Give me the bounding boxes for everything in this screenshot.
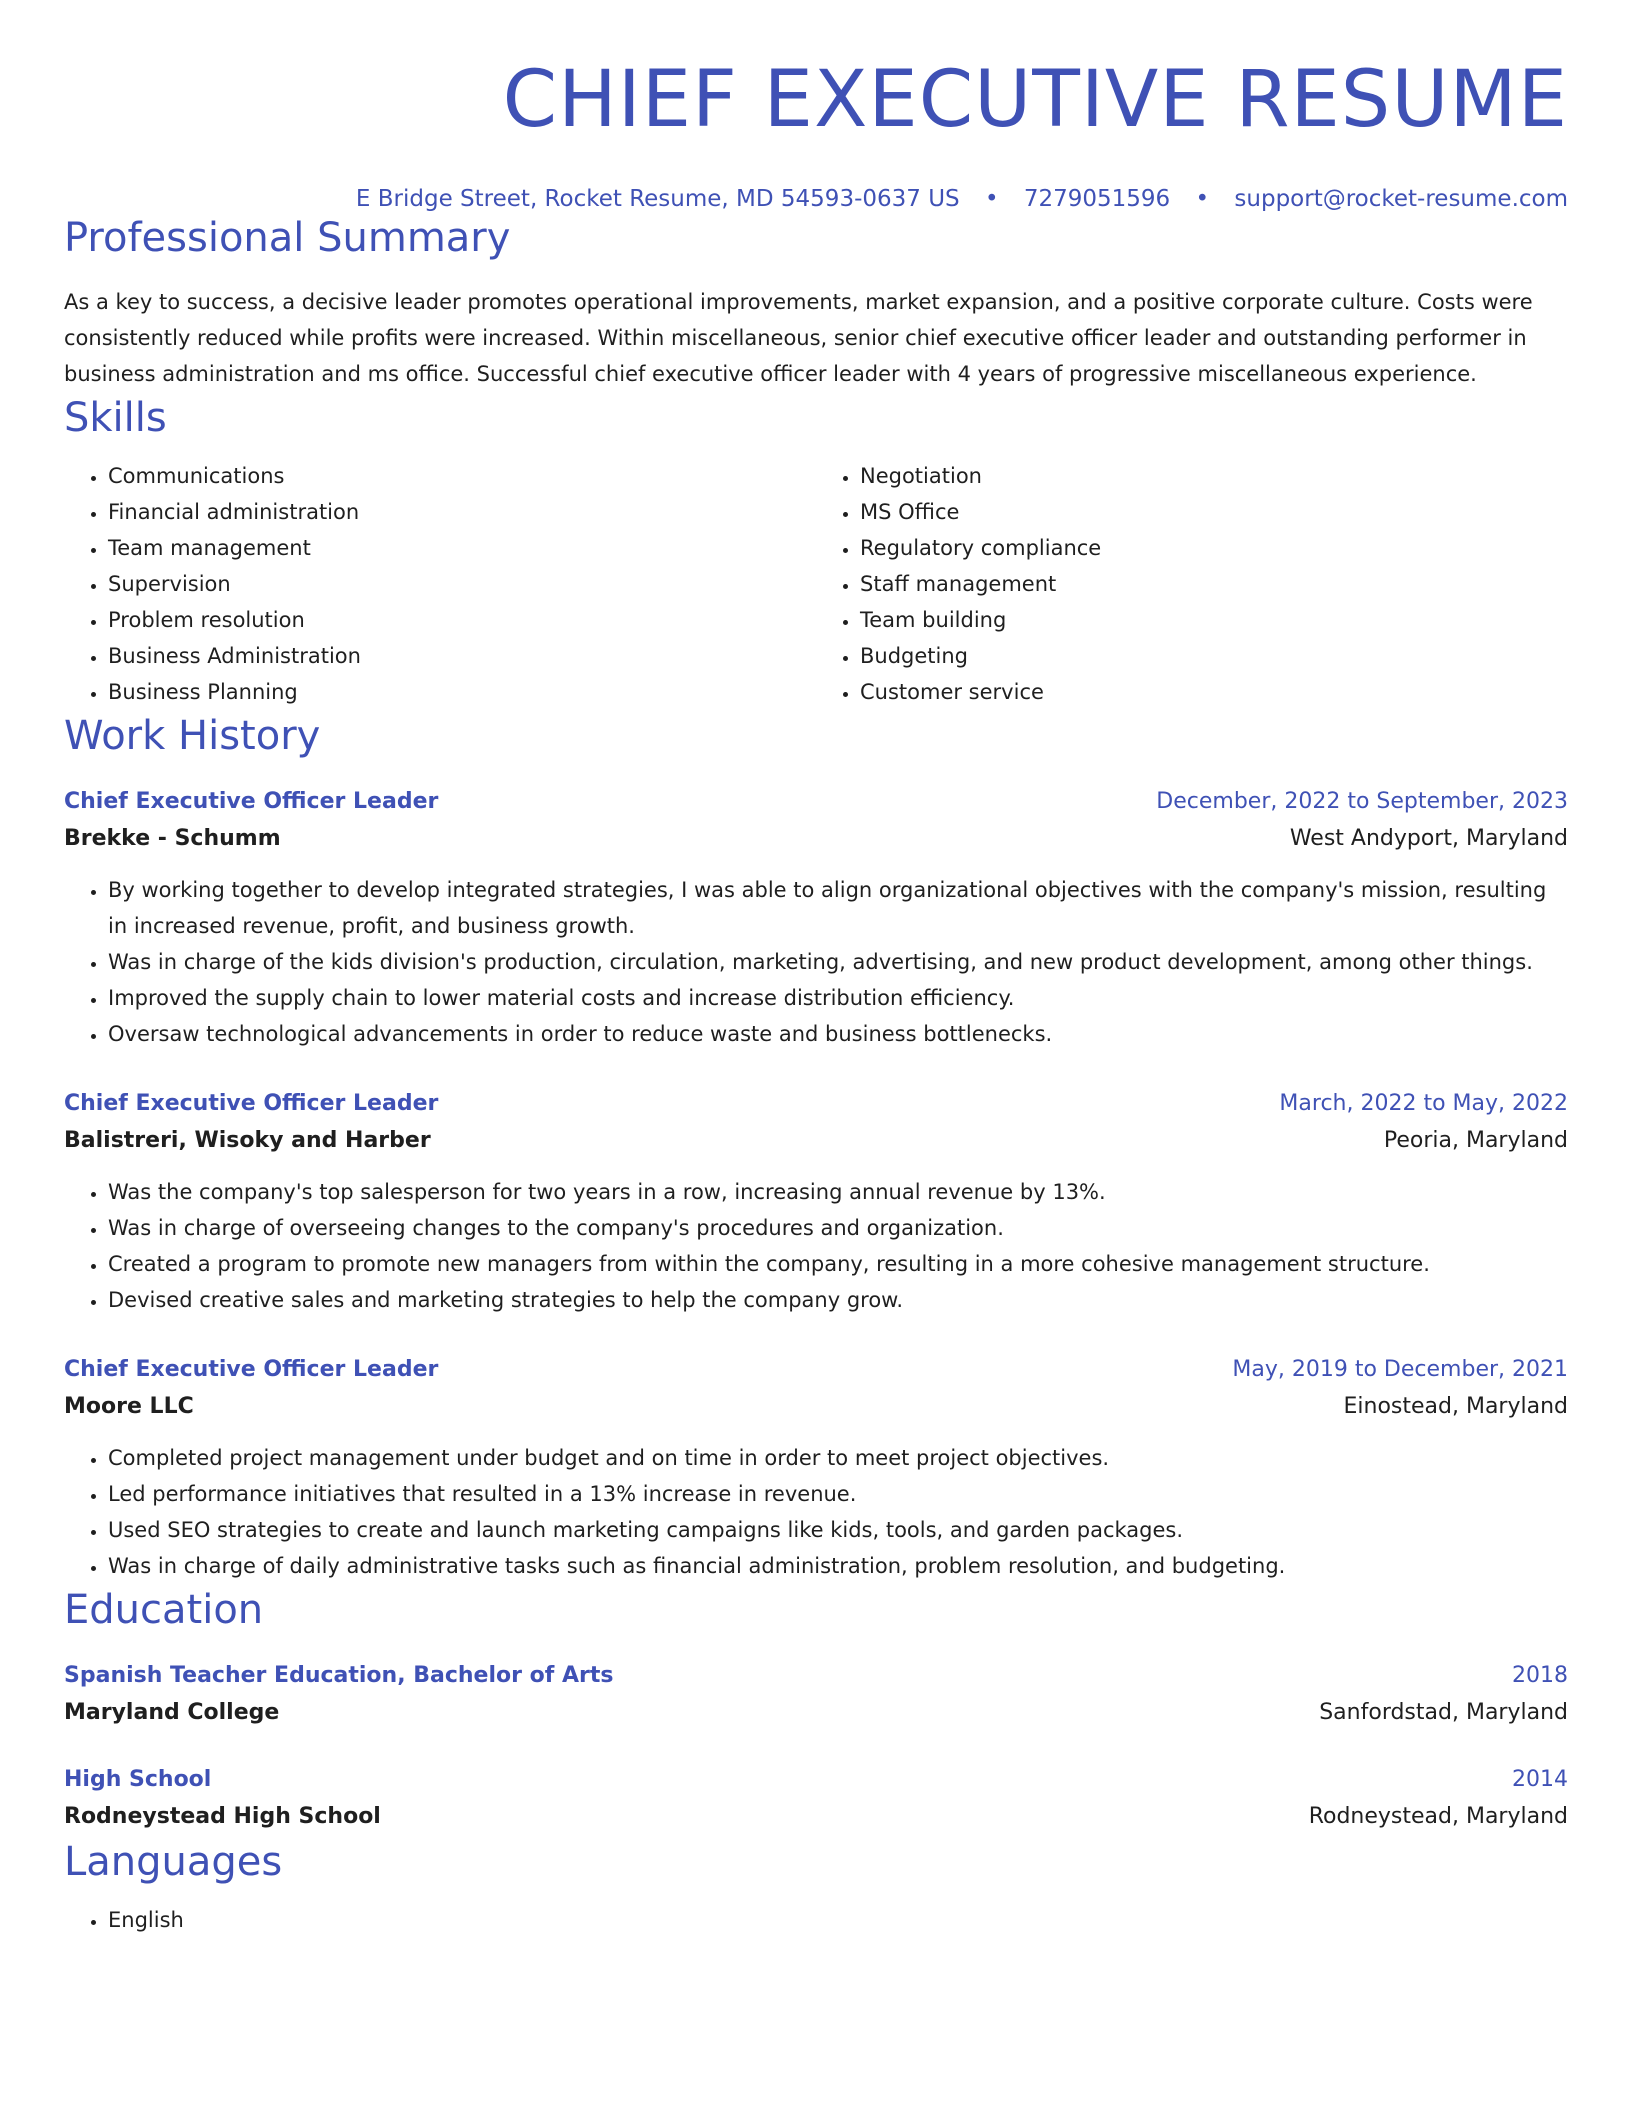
job-company: Moore LLC [64,1394,194,1419]
skill-item: • Customer service [860,674,1568,710]
skill-item: • Budgeting [860,638,1568,674]
skill-item: • MS Office [860,494,1568,530]
job-entry [64,1352,1568,1584]
contact-address: E Bridge Street, Rocket Resume, MD 54593-0637 US [355,186,960,212]
job-dates: December, 2022 to September, 2023 [1156,789,1568,814]
summary-heading: Professional Summary [64,215,511,261]
work-history-heading: Work History [64,713,321,759]
languages-heading: Languages [64,1839,283,1885]
job-duties [64,872,1568,1052]
job-duty: • Oversaw technological advancements in order to reduce waste and business bottlenecks. [108,1016,1568,1052]
education-location: Sanfordstad, Maryland [1319,1700,1568,1725]
job-duty: • Used SEO strategies to create and launch marketing campaigns like kids, tools, and garden packages. [108,1512,1568,1548]
job-duty: • Was in charge of overseeing changes to the company's procedures and organization. [108,1210,1568,1246]
skills-heading: Skills [64,395,167,441]
job-duty: • Was the company's top salesperson for two years in a row, increasing annual revenue by 13%. [108,1174,1568,1210]
job-duty: • By working together to develop integrated strategies, I was able to align organizational objectives with the company's mission, resulting in increased revenue, profit, and business growth. [108,872,1568,944]
education-degree: High School [64,1767,212,1792]
contact-separator: • [1195,186,1210,212]
education-school: Rodneystead High School [64,1804,381,1829]
contact-email[interactable]: support@rocket-resume.com [1234,186,1568,212]
job-duties [64,1174,1568,1318]
skill-item: • Supervision [108,566,816,602]
skill-item: • Team management [108,530,816,566]
skill-item: • Financial administration [108,494,816,530]
job-duty: • Devised creative sales and marketing strategies to help the company grow. [108,1282,1568,1318]
education-heading: Education [64,1587,264,1633]
language-item: • English [108,1902,1568,1938]
education-year: 2014 [1512,1767,1568,1792]
skill-item: • Staff management [860,566,1568,602]
job-duty: • Was in charge of the kids division's production, circulation, marketing, advertising, and new product development, among other things. [108,944,1568,980]
skills-column-left [64,458,816,710]
skill-item: • Team building [860,602,1568,638]
job-entry [64,784,1568,1052]
skill-item: • Negotiation [860,458,1568,494]
skill-item: • Business Planning [108,674,816,710]
job-duty: • Improved the supply chain to lower material costs and increase distribution efficiency. [108,980,1568,1016]
contact-separator: • [984,186,999,212]
skill-item: • Business Administration [108,638,816,674]
job-location: Peoria, Maryland [1383,1128,1568,1153]
job-company: Brekke - Schumm [64,826,281,851]
education-entry [64,1762,1568,1836]
job-entry [64,1086,1568,1318]
job-title: Chief Executive Officer Leader [64,789,439,814]
skill-item: • Communications [108,458,816,494]
resume-title: CHIEF EXECUTIVE RESUME [502,55,1568,145]
skills-list [64,458,1568,710]
education-entry [64,1658,1568,1732]
job-dates: May, 2019 to December, 2021 [1232,1357,1568,1382]
education-year: 2018 [1512,1663,1568,1688]
job-company: Balistreri, Wisoky and Harber [64,1128,431,1153]
education-school: Maryland College [64,1700,280,1725]
job-title: Chief Executive Officer Leader [64,1357,439,1382]
job-duty: • Completed project management under budget and on time in order to meet project objectives. [108,1440,1568,1476]
skill-item: • Regulatory compliance [860,530,1568,566]
summary-text: As a key to success, a decisive leader promotes operational improvements, market expansion, and a positive corporate culture. Costs were consistently reduced while profits were increased. Within miscellaneous, senior chief executive officer leader and outstanding performer in business administration and ms office. Successful chief executive officer leader with 4 years of progressive miscellaneous experience. [64,290,1533,386]
job-title: Chief Executive Officer Leader [64,1091,439,1116]
job-duties [64,1440,1568,1584]
job-duty: • Was in charge of daily administrative tasks such as financial administration, problem resolution, and budgeting. [108,1548,1568,1584]
job-location: Einostead, Maryland [1343,1394,1568,1419]
contact-phone[interactable]: 7279051596 [1023,186,1171,212]
contact-line [64,186,1568,212]
job-location: West Andyport, Maryland [1289,826,1568,851]
languages-list [64,1902,1568,1938]
job-duty: • Created a program to promote new managers from within the company, resulting in a more cohesive management structure. [108,1246,1568,1282]
job-dates: March, 2022 to May, 2022 [1279,1091,1568,1116]
skill-item: • Problem resolution [108,602,816,638]
education-location: Rodneystead, Maryland [1308,1804,1568,1829]
skills-column-right [816,458,1568,710]
education-degree: Spanish Teacher Education, Bachelor of Arts [64,1663,614,1688]
job-duty: • Led performance initiatives that resulted in a 13% increase in revenue. [108,1476,1568,1512]
